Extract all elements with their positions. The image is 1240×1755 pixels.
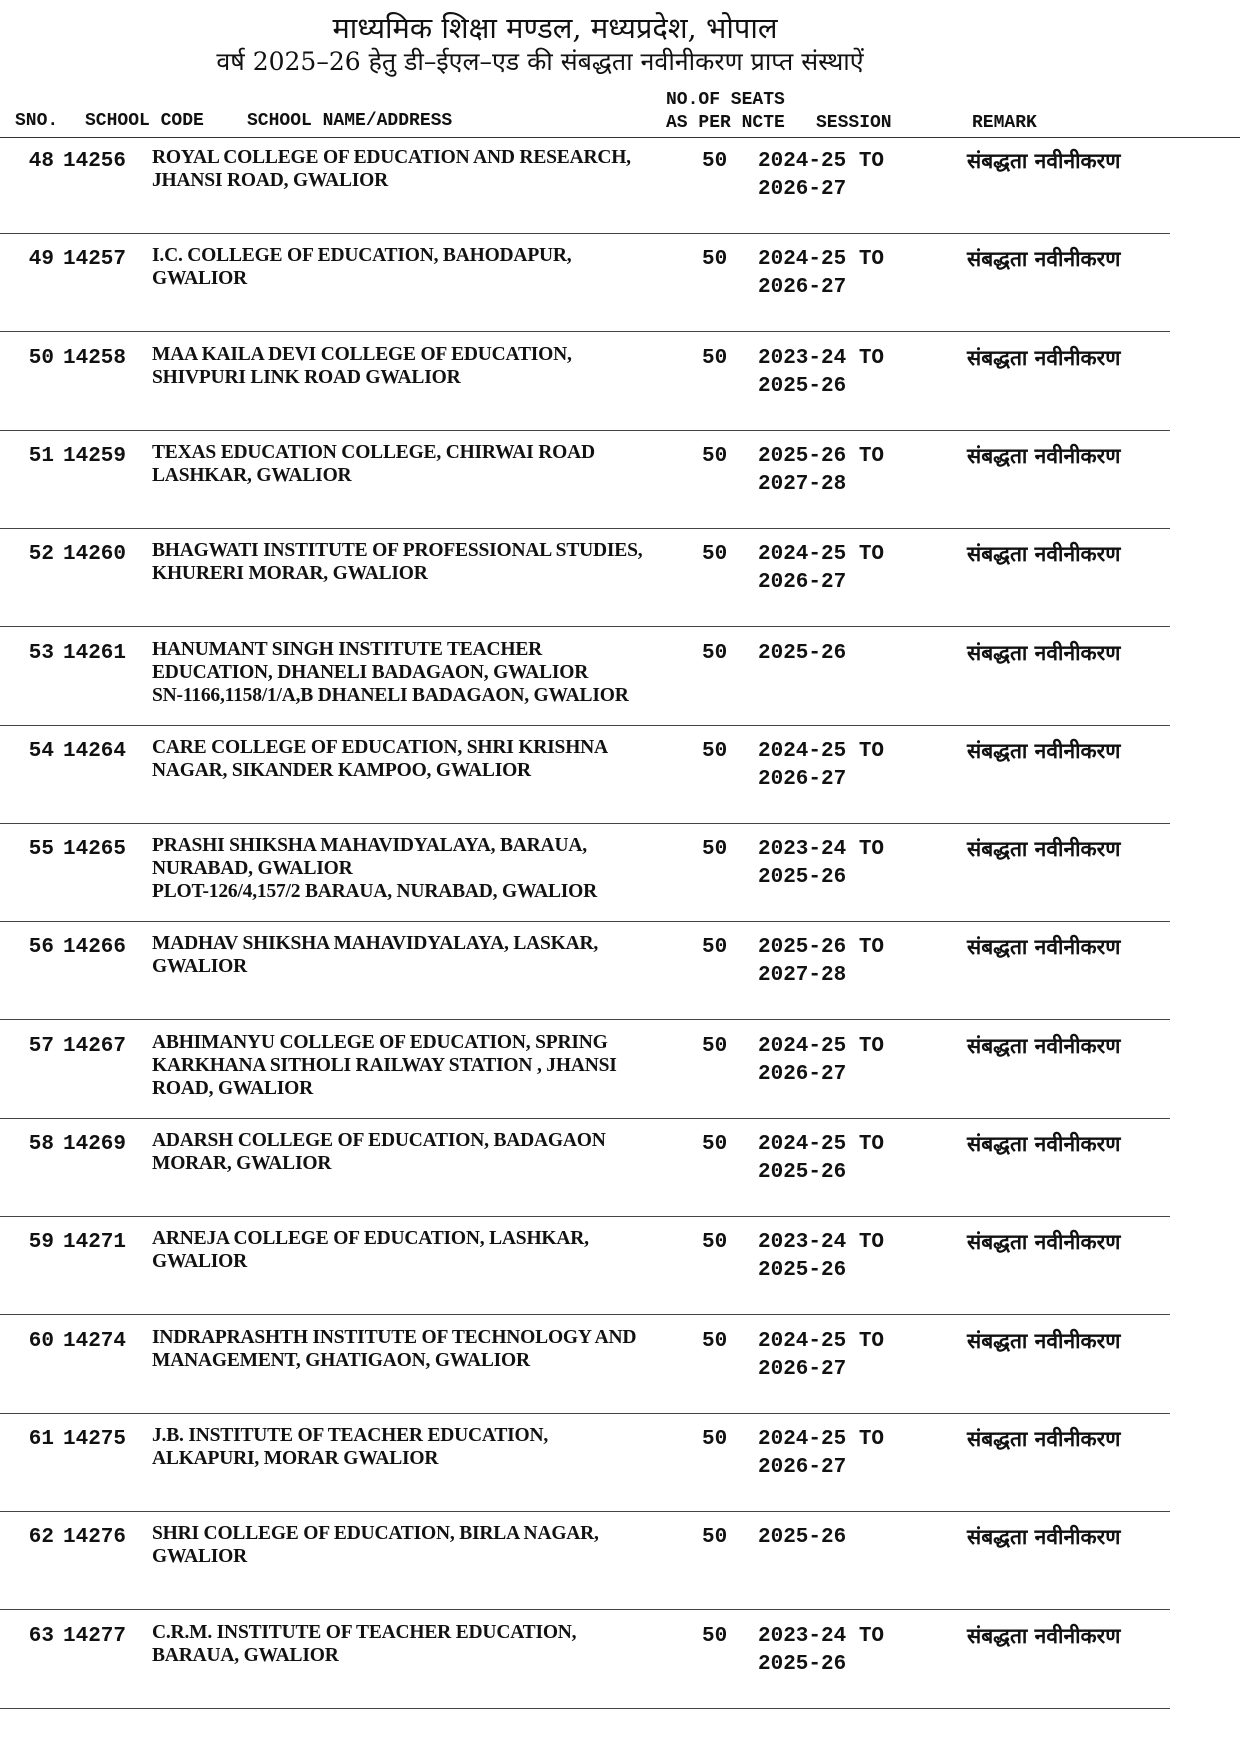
session-line: 2026-27 — [758, 178, 847, 201]
school-name-line: ARNEJA COLLEGE OF EDUCATION, LASHKAR, — [152, 1228, 589, 1250]
session-line: 2026-27 — [758, 276, 847, 300]
school-name-address — [152, 1621, 697, 1667]
school-code: 14275 — [63, 1427, 127, 1451]
seats-count: 50 — [702, 936, 728, 960]
school-name-address — [152, 736, 697, 782]
school-code: 14277 — [63, 1624, 127, 1648]
table-row — [0, 1512, 1170, 1610]
remark-text: संबद्धता नवीनीकरण — [967, 345, 1121, 370]
school-name-address — [152, 1522, 697, 1568]
school-name-address — [152, 343, 697, 389]
school-name-address — [152, 638, 697, 707]
table-row — [0, 431, 1170, 529]
school-name-line: MORAR, GWALIOR — [152, 1153, 332, 1174]
session-range — [758, 1229, 884, 1285]
col-header-remark: REMARK — [972, 113, 1037, 133]
session-range — [758, 738, 884, 794]
session-range — [758, 1328, 884, 1384]
school-name-line: NURABAD, GWALIOR — [152, 858, 353, 880]
table-row — [0, 136, 1170, 234]
school-code: 14276 — [63, 1526, 127, 1550]
school-name-line: ROYAL COLLEGE OF EDUCATION AND RESEARCH, — [152, 147, 631, 168]
session-line: 2024-25 TO — [758, 248, 885, 272]
session-line: 2025-26 — [758, 641, 847, 665]
school-code: 14258 — [63, 346, 127, 370]
col-header-seats-line2: AS PER NCTE — [666, 113, 785, 133]
school-name-line: J.B. INSTITUTE OF TEACHER EDUCATION, — [152, 1424, 549, 1446]
school-name-address — [152, 146, 697, 192]
school-name-line: ABHIMANYU COLLEGE OF EDUCATION, SPRING — [152, 1031, 608, 1053]
school-name-line: EDUCATION, DHANELI BADAGAON, GWALIOR — [152, 661, 589, 683]
session-line: 2023-24 TO — [758, 838, 885, 862]
serial-number: 61 — [28, 1427, 54, 1451]
school-name-line: MAA KAILA DEVI COLLEGE OF EDUCATION, — [152, 343, 572, 365]
school-name-line: BHAGWATI INSTITUTE OF PROFESSIONAL STUDIES, — [152, 540, 643, 562]
seats-count: 50 — [702, 1034, 728, 1058]
remark-text: संबद्धता नवीनीकरण — [967, 640, 1121, 665]
col-header-session: SESSION — [816, 113, 892, 133]
school-name-address — [152, 539, 697, 585]
serial-number: 62 — [28, 1526, 54, 1550]
session-line: 2024-25 TO — [758, 1034, 885, 1058]
serial-number: 58 — [28, 1133, 54, 1156]
school-name-line: ADARSH COLLEGE OF EDUCATION, BADAGAON — [152, 1130, 606, 1151]
school-name-line: SHIVPURI LINK ROAD GWALIOR — [152, 366, 461, 388]
session-line: 2026-27 — [758, 1455, 847, 1479]
serial-number: 48 — [28, 150, 54, 173]
school-code: 14267 — [63, 1034, 127, 1058]
school-name-line: CARE COLLEGE OF EDUCATION, SHRI KRISHNA — [152, 736, 608, 758]
session-range — [758, 443, 884, 499]
serial-number: 49 — [28, 248, 54, 272]
col-header-seats-line1: NO.OF SEATS — [666, 90, 785, 110]
session-range — [758, 246, 884, 302]
session-range — [758, 541, 884, 597]
table-row — [0, 529, 1170, 627]
school-code: 14257 — [63, 248, 127, 272]
table-row — [0, 1217, 1170, 1315]
seats-count: 50 — [702, 1427, 728, 1451]
school-name-address — [152, 834, 697, 903]
session-line: 2025-26 — [758, 374, 847, 398]
remark-text: संबद्धता नवीनीकरण — [967, 1623, 1121, 1648]
session-line: 2025-26 — [758, 1526, 847, 1550]
school-name-line: HANUMANT SINGH INSTITUTE TEACHER — [152, 638, 543, 660]
session-range — [758, 934, 884, 990]
remark-text: संबद्धता नवीनीकरण — [967, 1328, 1121, 1353]
remark-text: संबद्धता नवीनीकरण — [967, 1230, 1121, 1255]
session-line: 2024-25 TO — [758, 739, 885, 763]
serial-number: 54 — [28, 739, 54, 763]
school-name-address — [152, 244, 697, 290]
school-name-line: C.R.M. INSTITUTE OF TEACHER EDUCATION, — [152, 1621, 577, 1643]
row-divider — [0, 1708, 1170, 1709]
school-name-line: PLOT-126/4,157/2 BARAUA, NURABAD, GWALIOR — [152, 881, 598, 903]
seats-count: 50 — [702, 1526, 728, 1550]
table-row — [0, 628, 1170, 726]
school-name-address — [152, 1326, 697, 1372]
school-name-line: ROAD, GWALIOR — [152, 1077, 313, 1099]
school-code: 14271 — [63, 1231, 127, 1255]
table-row — [0, 824, 1170, 922]
session-range — [758, 640, 846, 668]
session-range — [758, 1426, 884, 1482]
table-row — [0, 1611, 1170, 1709]
seats-count: 50 — [702, 1133, 728, 1156]
school-name-line: NAGAR, SIKANDER KAMPOO, GWALIOR — [152, 759, 531, 781]
session-line: 2024-25 TO — [758, 1329, 885, 1353]
session-range — [758, 1033, 884, 1089]
school-name-address — [152, 1129, 697, 1175]
page-title: माध्यमिक शिक्षा मण्डल, मध्यप्रदेश, भोपाल — [332, 11, 778, 45]
remark-text: संबद्धता नवीनीकरण — [967, 247, 1121, 272]
session-line: 2025-26 — [758, 1652, 847, 1676]
remark-text: संबद्धता नवीनीकरण — [967, 149, 1121, 173]
seats-count: 50 — [702, 641, 728, 665]
col-header-school-code: SCHOOL CODE — [85, 111, 204, 131]
session-line: 2027-28 — [758, 472, 847, 496]
school-name-address — [152, 1424, 697, 1470]
session-line: 2027-28 — [758, 964, 847, 988]
session-range — [758, 1524, 846, 1552]
seats-count: 50 — [702, 1624, 728, 1648]
school-name-line: SN-1166,1158/1/A,B DHANELI BADAGAON, GWALIOR — [152, 684, 629, 706]
session-line: 2023-24 TO — [758, 346, 885, 370]
serial-number: 56 — [28, 936, 54, 960]
school-code: 14265 — [63, 838, 127, 862]
session-line: 2026-27 — [758, 571, 847, 595]
seats-count: 50 — [702, 543, 728, 567]
school-name-line: GWALIOR — [152, 1546, 248, 1568]
table-row — [0, 726, 1170, 824]
school-name-line: TEXAS EDUCATION COLLEGE, CHIRWAI ROAD — [152, 441, 595, 463]
school-name-line: MADHAV SHIKSHA MAHAVIDYALAYA, LASKAR, — [152, 933, 599, 955]
session-line: 2024-25 TO — [758, 1133, 885, 1156]
serial-number: 63 — [28, 1624, 54, 1648]
serial-number: 53 — [28, 641, 54, 665]
school-name-address — [152, 932, 697, 978]
serial-number: 57 — [28, 1034, 54, 1058]
school-name-line: GWALIOR — [152, 1251, 248, 1273]
table-row — [0, 1414, 1170, 1512]
school-name-line: INDRAPRASHTH INSTITUTE OF TECHNOLOGY AND — [152, 1326, 637, 1348]
table-row — [0, 234, 1170, 332]
school-code: 14264 — [63, 739, 127, 763]
table-row — [0, 1021, 1170, 1119]
seats-count: 50 — [702, 248, 728, 272]
school-name-line: JHANSI ROAD, GWALIOR — [152, 170, 388, 191]
remark-text: संबद्धता नवीनीकरण — [967, 542, 1121, 567]
seats-count: 50 — [702, 444, 728, 468]
seats-count: 50 — [702, 150, 728, 173]
seats-count: 50 — [702, 346, 728, 370]
col-header-school-name: SCHOOL NAME/ADDRESS — [247, 111, 453, 131]
seats-count: 50 — [702, 1231, 728, 1255]
table-row — [0, 1119, 1170, 1217]
school-name-line: MANAGEMENT, GHATIGAON, GWALIOR — [152, 1349, 530, 1371]
school-name-line: PRASHI SHIKSHA MAHAVIDYALAYA, BARAUA, — [152, 835, 587, 857]
session-line: 2025-26 — [758, 1161, 847, 1184]
school-code: 14261 — [63, 641, 127, 665]
remark-text: संबद्धता नवीनीकरण — [967, 1132, 1121, 1156]
remark-text: संबद्धता नवीनीकरण — [967, 443, 1121, 468]
serial-number: 55 — [28, 838, 54, 862]
session-line: 2026-27 — [758, 1062, 847, 1086]
school-name-line: KARKHANA SITHOLI RAILWAY STATION , JHANSI — [152, 1054, 617, 1076]
page-subtitle: वर्ष 2025–26 हेतु डी–ईएल–एड की संबद्धता नवीनीकरण प्राप्त संस्थाऐं — [216, 47, 864, 76]
school-name-line: BARAUA, GWALIOR — [152, 1644, 339, 1666]
seats-count: 50 — [702, 739, 728, 763]
school-name-line: SHRI COLLEGE OF EDUCATION, BIRLA NAGAR, — [152, 1523, 599, 1545]
serial-number: 60 — [28, 1329, 54, 1353]
school-code: 14259 — [63, 444, 127, 468]
remark-text: संबद्धता नवीनीकरण — [967, 1426, 1121, 1451]
school-code: 14269 — [63, 1133, 127, 1156]
remark-text: संबद्धता नवीनीकरण — [967, 837, 1121, 862]
school-name-line: KHURERI MORAR, GWALIOR — [152, 563, 428, 585]
seats-count: 50 — [702, 1329, 728, 1353]
session-line: 2024-25 TO — [758, 1427, 885, 1451]
serial-number: 52 — [28, 543, 54, 567]
session-line: 2025-26 TO — [758, 936, 885, 960]
remark-text: संबद्धता नवीनीकरण — [967, 738, 1121, 763]
school-name-address — [152, 1031, 697, 1100]
remark-text: संबद्धता नवीनीकरण — [967, 935, 1121, 960]
school-name-line: GWALIOR — [152, 268, 248, 290]
session-line: 2025-26 — [758, 1259, 847, 1283]
school-code: 14256 — [63, 150, 127, 173]
session-line: 2024-25 TO — [758, 150, 885, 173]
session-line: 2026-27 — [758, 767, 847, 791]
session-line: 2023-24 TO — [758, 1231, 885, 1255]
school-name-line: LASHKAR, GWALIOR — [152, 464, 352, 486]
session-line: 2025-26 — [758, 866, 847, 890]
session-range — [758, 1131, 884, 1187]
serial-number: 50 — [28, 346, 54, 370]
table-row — [0, 333, 1170, 431]
session-line: 2025-26 TO — [758, 444, 885, 468]
school-code: 14266 — [63, 936, 127, 960]
school-name-address — [152, 1227, 697, 1273]
school-name-line: GWALIOR — [152, 956, 248, 978]
school-name-address — [152, 441, 697, 487]
session-range — [758, 836, 884, 892]
session-range — [758, 1623, 884, 1679]
serial-number: 59 — [28, 1231, 54, 1255]
table-row — [0, 1316, 1170, 1414]
seats-count: 50 — [702, 838, 728, 862]
serial-number: 51 — [28, 444, 54, 468]
school-name-line: I.C. COLLEGE OF EDUCATION, BAHODAPUR, — [152, 245, 572, 267]
remark-text: संबद्धता नवीनीकरण — [967, 1033, 1121, 1058]
session-line: 2023-24 TO — [758, 1624, 885, 1648]
session-line: 2026-27 — [758, 1357, 847, 1381]
school-code: 14260 — [63, 543, 127, 567]
session-range — [758, 148, 884, 204]
table-row — [0, 922, 1170, 1020]
session-line: 2024-25 TO — [758, 543, 885, 567]
col-header-sno: SNO. — [15, 111, 59, 131]
school-name-line: ALKAPURI, MORAR GWALIOR — [152, 1447, 439, 1469]
session-range — [758, 345, 884, 401]
remark-text: संबद्धता नवीनीकरण — [967, 1525, 1121, 1550]
school-code: 14274 — [63, 1329, 127, 1353]
